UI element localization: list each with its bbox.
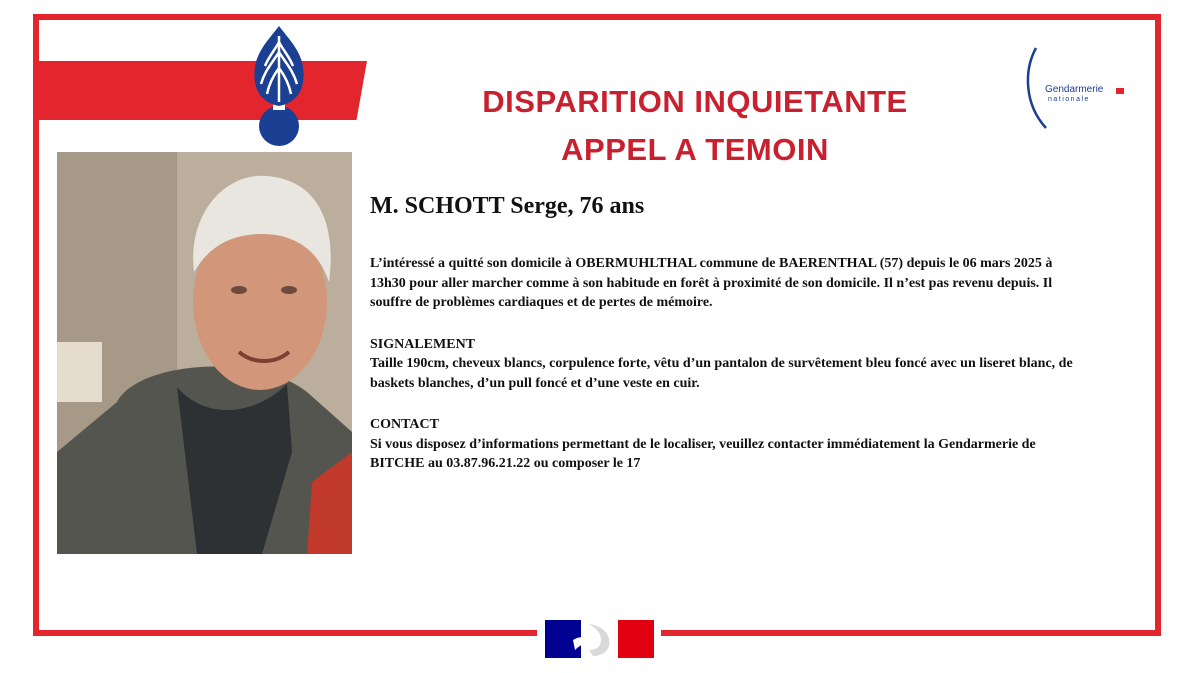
contact-heading: CONTACT	[370, 417, 439, 432]
signalement-description: Taille 190cm, cheveux blancs, corpulence forte, vêtu d’un pantalon de survêtement bleu foncé avec un liseret blanc, de baskets blanches, d’un pull foncé et d’une veste en cuir.	[370, 356, 1073, 391]
signalement-heading: SIGNALEMENT	[370, 336, 476, 352]
alert-subtitle: APPEL A TEMOIN	[561, 132, 829, 167]
gendarmerie-grenade-icon	[243, 22, 315, 150]
alert-title: DISPARITION INQUIETANTE	[482, 84, 908, 119]
notice-content	[370, 193, 1090, 496]
contact-description: Si vous disposez d’informations permettant de le localiser, veuillez contacter immédiatement la Gendarmerie de BITCHE au 03.87.96.21.22 ou composer le 17	[370, 436, 1036, 471]
logo-name-line1: Gendarmerie	[1045, 84, 1104, 95]
disappearance-description: L’intéressé a quitté son domicile à OBERMUHLTHAL commune de BAERENTHAL (57) depuis le 06 mars 2025 à 13h30 pour aller marcher comme à son habitude en forêt à proximité de son domicile. Il n’est pas revenu depuis. Il souffre de problèmes cardiaques et de pertes de mémoire.	[370, 256, 1053, 310]
republique-francaise-marianne-icon	[545, 620, 654, 658]
person-name: M. SCHOTT Serge, 76 ans	[370, 193, 645, 219]
logo-name-line2: nationale	[1048, 96, 1090, 103]
missing-person-photo	[57, 152, 352, 554]
